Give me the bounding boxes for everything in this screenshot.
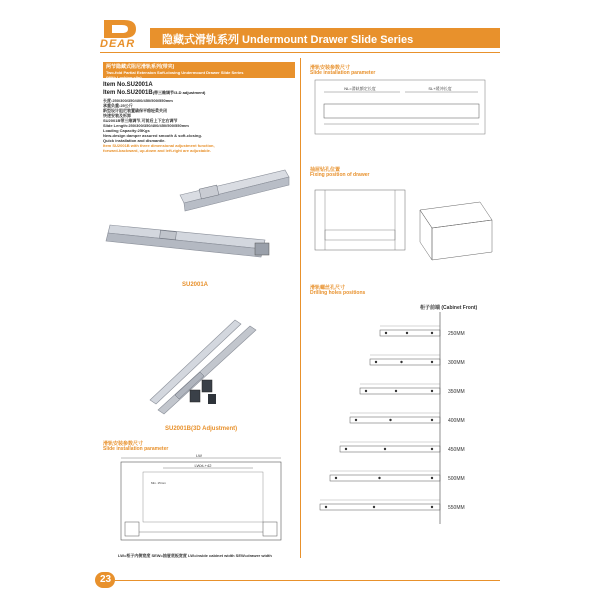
section-title-en: Fixing position of drawer (310, 172, 370, 178)
spec-line: SU2001B带三维调节,可前后上下左右调节 (103, 118, 178, 123)
section-title-en: Drilling holes positions (310, 290, 366, 296)
section-title-en: Slide installation parameter (103, 446, 169, 452)
drill-hole (406, 332, 408, 334)
drill-hole (431, 506, 433, 508)
drill-length-label: 450MM (448, 447, 465, 453)
drill-hole (431, 390, 433, 392)
page-title: 隐藏式滑轨系列 Undermount Drawer Slide Series (162, 34, 414, 46)
spec-line: 快速安装及拆卸 (103, 113, 131, 118)
drill-row-slide (340, 446, 440, 452)
spec-line: Item SU2001B with three dimensional adjustment function, (103, 143, 215, 148)
spec-header-note: (With Locking clip) (106, 75, 142, 80)
drill-row-slide (350, 417, 440, 423)
item-number-b-note: (带三维调节/3-D adjustment) (152, 90, 206, 95)
header-divider (100, 52, 500, 53)
spec-line: 长度:250/300/350/400/450/500/550mm (103, 98, 173, 103)
spec-line: Slide Length:250/300/350/400/450/500/550mm (103, 123, 189, 128)
drill-length-label: 300MM (448, 360, 465, 366)
drill-hole (395, 390, 397, 392)
drill-length-label: 500MM (448, 476, 465, 482)
drill-length-label: 350MM (448, 389, 465, 395)
drill-row-slide (320, 504, 440, 510)
cabinet-front-label: 柜子前端 (Cabinet Front) (420, 305, 478, 311)
drill-length-label: 550MM (448, 505, 465, 511)
spec-line: New-design damper assured smooth & soft-closing. (103, 133, 202, 138)
drill-hole (335, 477, 337, 479)
drill-hole (355, 419, 357, 421)
drill-hole (365, 390, 367, 392)
slide-installation-diagram-left (103, 452, 296, 552)
dim-sl: SL+缓冲长度 (428, 86, 452, 91)
drill-hole (389, 419, 391, 421)
caption-su2001a: SU2001A (182, 282, 209, 288)
section-title-en: Slide installation parameter (310, 70, 376, 76)
brand-name: DEAR (100, 38, 136, 50)
product-image-su2001b (140, 310, 270, 420)
drill-hole (431, 419, 433, 421)
drill-row-slide (370, 359, 440, 365)
drill-hole (400, 361, 402, 363)
dim-min: Min. 15mm (151, 481, 166, 485)
section-title-cn: 滑轨螺丝孔尺寸 (310, 285, 346, 291)
drill-length-label: 400MM (448, 418, 465, 424)
dim-nl: NL=滑轨额定长度 (344, 86, 376, 91)
drill-hole (375, 361, 377, 363)
drill-row-slide (360, 388, 440, 394)
section-title-cn: 抽屉钻孔位置 (310, 167, 341, 173)
drill-hole (385, 332, 387, 334)
spec-line: 新型设计阻尼装置确保平稳轻柔关闭 (103, 108, 167, 113)
drill-hole (378, 477, 380, 479)
drill-hole (384, 448, 386, 450)
drill-hole (431, 448, 433, 450)
drill-hole (431, 477, 433, 479)
dim-lw-formula: LW≥L+42 (194, 463, 212, 468)
drill-hole (325, 506, 327, 508)
drill-length-label: 250MM (448, 331, 465, 337)
item-number-b (103, 90, 205, 96)
spec-line: Quick installation and dismantle. (103, 138, 166, 143)
section-title-cn: 滑轨安装参数尺寸 (310, 65, 351, 71)
section-title-cn: 滑轨安装参数尺寸 (103, 441, 144, 447)
drill-hole (431, 361, 433, 363)
drill-row-slide (330, 475, 440, 481)
page-number: 23 (100, 574, 112, 585)
footer-line (115, 580, 500, 581)
lw-legend: LW=柜子内侧宽度 SEW=抽屉底板宽度 LW=inside cabinet width SEW=drawer width (118, 553, 272, 558)
drill-hole (345, 448, 347, 450)
drill-hole (373, 506, 375, 508)
spec-line: forward-backward, up-down and left-right are adjustable. (103, 148, 212, 153)
column-divider (300, 58, 301, 558)
spec-line: Loading Capacity:25Kgs (103, 128, 150, 133)
product-image-su2001a (105, 165, 295, 275)
dim-lw: LW (196, 453, 202, 458)
caption-su2001b: SU2001B(3D Adjustment) (165, 426, 238, 432)
drilling-holes-diagram (310, 312, 500, 532)
fixing-position-diagram (310, 180, 500, 265)
item-number-b-text: Item No.SU2001B (103, 90, 153, 96)
drill-hole (431, 332, 433, 334)
slide-installation-diagram-right (310, 78, 495, 138)
brand-logo (100, 18, 140, 40)
spec-header-en: Two-fold Partial Extension Soft-closing Undermount Drawer Slide Series (106, 70, 244, 75)
spec-header-cn: 两节隐藏式阻尼滑轨系列(带夹) (106, 64, 175, 70)
spec-line: 承重负重:25公斤 (103, 103, 133, 108)
item-number-a: Item No.SU2001A (103, 82, 153, 88)
